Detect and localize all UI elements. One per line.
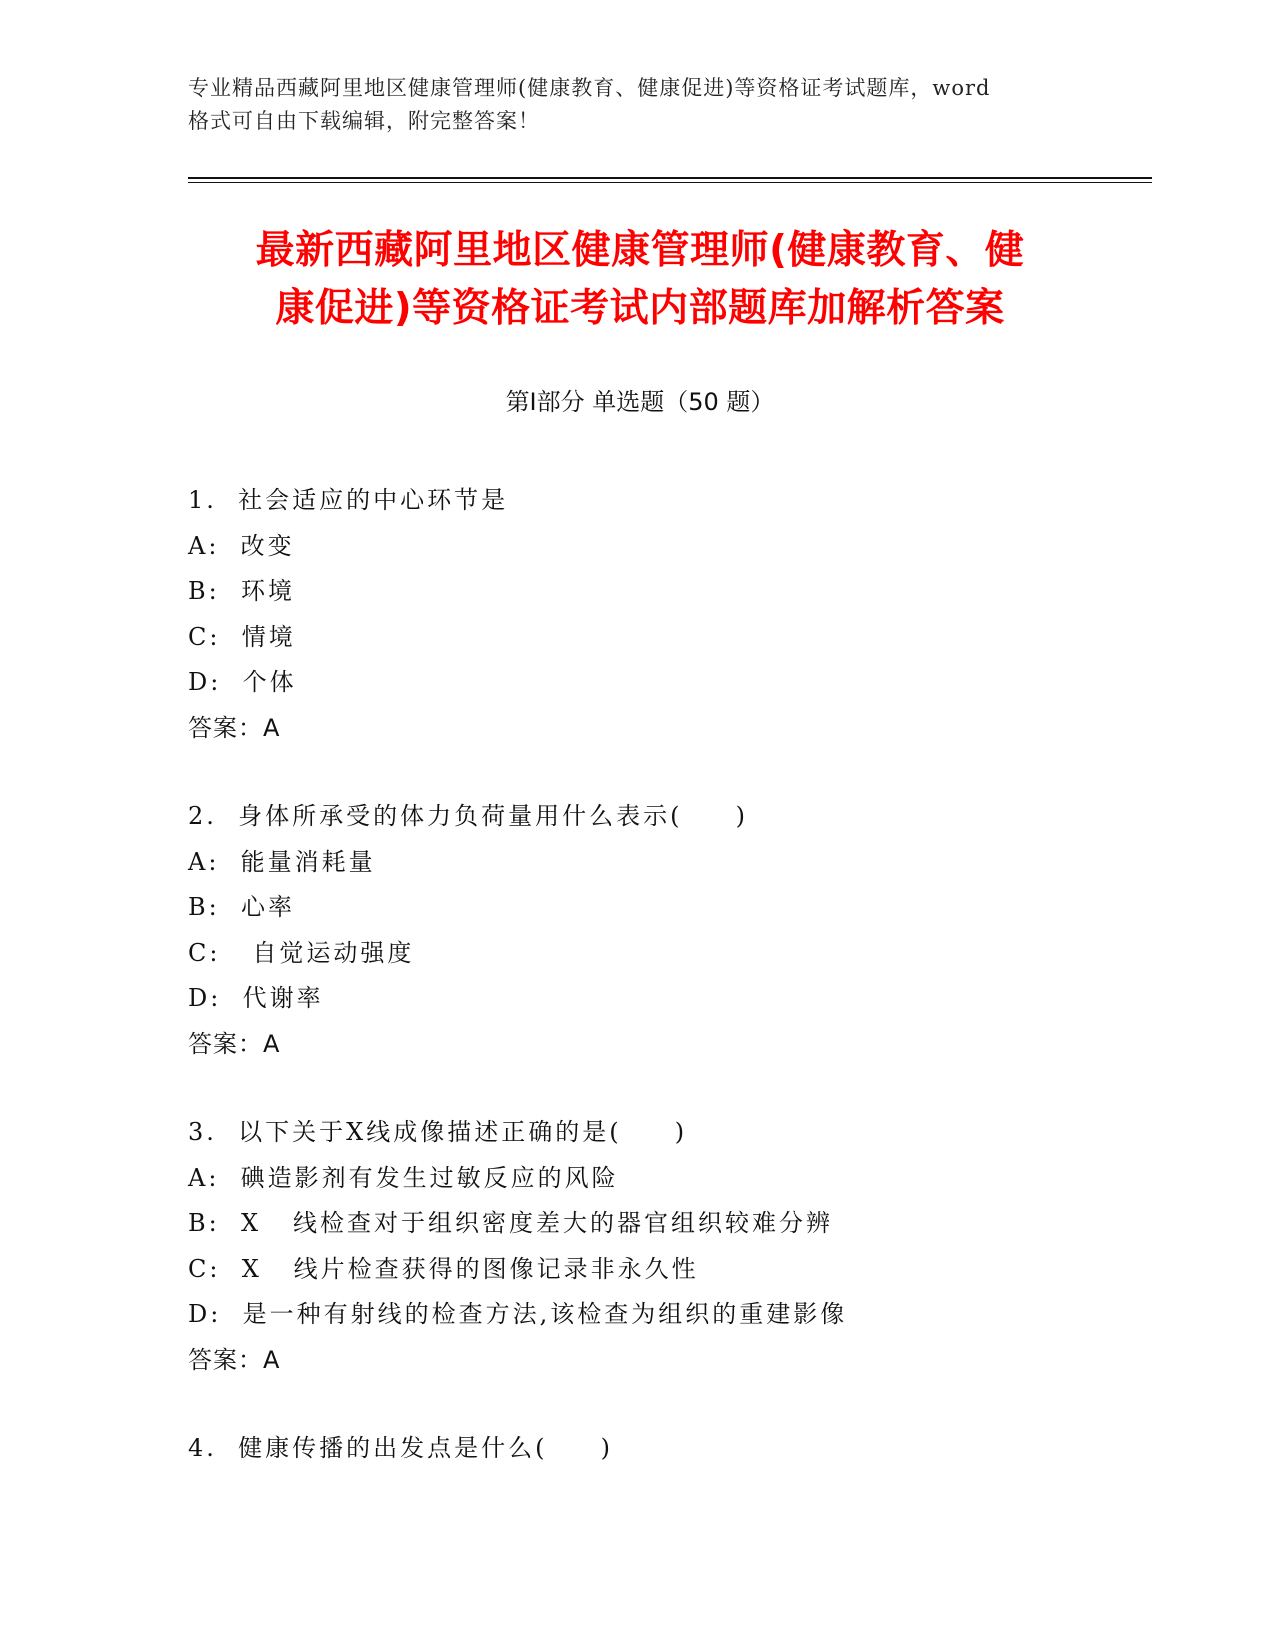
question-stem: 2. 身体所承受的体力负荷量用什么表示( ) [188, 802, 749, 830]
header-divider-thick [188, 177, 1152, 179]
option-d: D: 是一种有射线的检查方法,该检查为组织的重建影像 [188, 1300, 848, 1328]
option-b: B: X 线检查对于组织密度差大的器官组织较难分辨 [188, 1209, 833, 1237]
document-title [180, 222, 1100, 338]
section-title: 第Ⅰ部分 单选题（50 题） [505, 388, 775, 416]
document-title-line-1: 最新西藏阿里地区健康管理师(健康教育、健 [255, 228, 1025, 273]
question-4 [188, 1426, 1138, 1472]
answer: 答案：A [188, 1345, 281, 1374]
option-b: B: 环境 [188, 577, 295, 605]
answer: 答案：A [188, 1029, 281, 1058]
header-note-line-1: 专业精品西藏阿里地区健康管理师(健康教育、健康促进)等资格证考试题库，word [188, 76, 991, 100]
question-stem: 1. 社会适应的中心环节是 [188, 486, 509, 514]
option-d: D: 个体 [188, 668, 297, 696]
option-a: A: 能量消耗量 [188, 847, 376, 876]
option-d: D: 代谢率 [188, 984, 324, 1012]
header-note-line-2: 格式可自由下载编辑，附完整答案！ [188, 109, 540, 133]
question-stem: 4. 健康传播的出发点是什么( ) [188, 1434, 614, 1462]
answer: 答案：A [188, 713, 281, 742]
question-3 [188, 1110, 1138, 1383]
question-stem: 3. 以下关于X线成像描述正确的是( ) [188, 1118, 688, 1146]
header-note [188, 72, 1088, 138]
option-c: C: 情境 [188, 622, 296, 651]
question-1 [188, 478, 1138, 751]
document-title-line-2: 康促进)等资格证考试内部题库加解析答案 [275, 286, 1005, 331]
option-a: A: 碘造影剂有发生过敏反应的风险 [188, 1163, 619, 1192]
option-c: C: X 线片检查获得的图像记录非永久性 [188, 1254, 699, 1283]
question-2 [188, 794, 1138, 1067]
option-a: A: 改变 [188, 531, 295, 560]
question-list [188, 478, 1138, 1515]
header-divider-thin [188, 182, 1152, 183]
option-b: B: 心率 [188, 893, 295, 921]
option-c: C: 自觉运动强度 [188, 938, 415, 967]
